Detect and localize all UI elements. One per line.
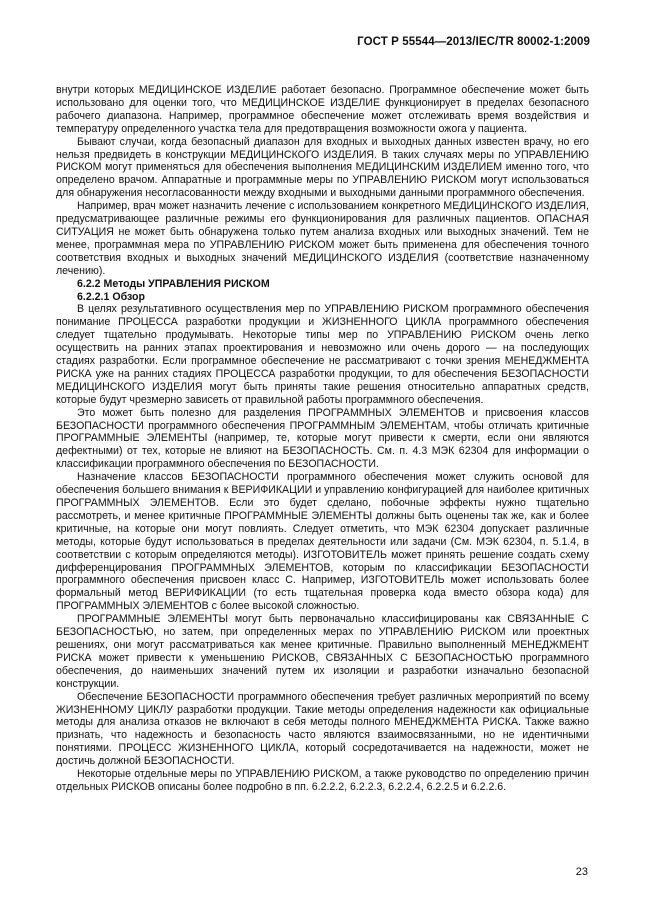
subsection-heading: 6.2.2.1 Обзор: [77, 290, 145, 303]
paragraph: внутри которых МЕДИЦИНСКОЕ ИЗДЕЛИЕ работает безопасно. Программное обеспечение может быть использовано для оценки того, что МЕДИЦИНСКОЕ ИЗДЕЛИЕ функционирует в пределах безопасного рабочего диапазона. Например, программное обеспечение может отслеживать время воздействия и температуру определенного участка тела для предотвращения возможности ожога у пациента.: [56, 84, 589, 135]
paragraph: Назначение классов БЕЗОПАСНОСТИ программного обеспечения может служить основой для обеспечения большего внимания к ВЕРИФИКАЦИИ и управлению конфигурацией для наиболее критичных ПРОГРАММНЫХ ЭЛЕМЕНТОВ. Если это будет сделано, побочные эффекты нужно тщательно рассмотреть, и менее критичные ПРОГРАММНЫЕ ЭЛЕМЕНТЫ должны быть оценены так же, как и более критичные, на которые они могут повлиять. Следует отметить, что МЭК 62304 допускает различные методы, которые будут использоваться в пределах деятельности или задачи (См. МЭК 62304, п. 5.1.4, в соответствии с которым определяются методы). ИЗГОТОВИТЕЛЬ может принять решение создать схему дифференцирования ПРОГРАММНЫХ ЭЛЕМЕНТОВ, которым по классификации БЕЗОПАСНОСТИ программного обеспечения присвоен класс С. Например, ИЗГОТОВИТЕЛЬ может использовать более формальный метод ВЕРИФИКАЦИИ (то есть тщательная проверка кода вместо обзора кода) для ПРОГРАММНЫХ ЭЛЕМЕНТОВ с более высокой сложностью.: [56, 471, 589, 613]
paragraph: Это может быть полезно для разделения ПРОГРАММНЫХ ЭЛЕМЕНТОВ и присвоения классов БЕЗОПАСНОСТИ программного обеспечения ПРОГРАММНЫМ ЭЛЕМЕНТАМ, чтобы отличать критичные ПРОГРАММНЫЕ ЭЛЕМЕНТЫ (например, те, которые могут привести к смерти, если они являются дефектными) от тех, которые не влияют на БЕЗОПАСНОСТЬ. См. п. 4.3 МЭК 62304 для информации о классификации программного обеспечения по БЕЗОПАСНОСТИ.: [56, 406, 589, 471]
paragraph: В целях результативного осуществления мер по УПРАВЛЕНИЮ РИСКОМ программного обеспечения понимание ПРОЦЕССА разработки продукции и ЖИЗНЕННОГО ЦИКЛА программного обеспечения следует тщательно продумывать. Некоторые типы мер по УПРАВЛЕНИЮ РИСКОМ очень легко осуществить на ранних этапах проектирования и невозможно или очень дорого — на последующих стадиях разработки. Если программное обеспечение не рассматривают с точки зрения МЕНЕДЖМЕНТА РИСКА уже на ранних стадиях ПРОЦЕССА разработки продукции, то для обеспечения БЕЗОПАСНОСТИ МЕДИЦИНСКОГО ИЗДЕЛИЯ могут быть приняты такие решения относительно аппаратных средств, которые будут чрезмерно зависеть от правильной работы программного обеспечения.: [56, 303, 589, 406]
document-body: [56, 84, 589, 794]
document-header: ГОСТ Р 55544—2013/IEC/TR 80002-1:2009: [357, 36, 590, 48]
paragraph: ПРОГРАММНЫЕ ЭЛЕМЕНТЫ могут быть первоначально классифицированы как СВЯЗАННЫЕ С БЕЗОПАСНОСТЬЮ, но затем, при определенных мерах по УПРАВЛЕНИЮ РИСКОМ или проектных решениях, они могут рассматриваться как менее критичные. Правильно выполненный МЕНЕДЖМЕНТ РИСКА может привести к уменьшению РИСКОВ, СВЯЗАННЫХ С БЕЗОПАСНОСТЬЮ программного обеспечения, до наименьших значений путем их изоляции и разработки изначально безопасной конструкции.: [56, 613, 589, 690]
paragraph: Обеспечение БЕЗОПАСНОСТИ программного обеспечения требует различных мероприятий по всему ЖИЗНЕННОМУ ЦИКЛУ разработки продукции. Такие методы определения надежности как официальные методы для анализа отказов не включают в себя методы полного МЕНЕДЖМЕНТА РИСКА. Также важно признать, что надежность и безопасность часто являются взаимосвязанными, но не идентичными понятиями. ПРОЦЕСС ЖИЗНЕННОГО ЦИКЛА, который сосредотачивается на надежности, может не достичь должной БЕЗОПАСНОСТИ.: [56, 690, 589, 768]
section-heading: 6.2.2 Методы УПРАВЛЕНИЯ РИСКОМ: [77, 277, 270, 290]
paragraph: Например, врач может назначить лечение с использованием конкретного МЕДИЦИНСКОГО ИЗДЕЛИЯ, предусматривающее различные режимы его функционирования для различных пациентов. ОПАСНАЯ СИТУАЦИЯ не может быть обнаружена только путем анализа входных или выходных значений. Тем не менее, программная мера по УПРАВЛЕНИЮ РИСКОМ может быть применена для обеспечения точного соответствия входных и выходных значений МЕДИЦИНСКОГО ИЗДЕЛИЯ (соответствие назначенному лечению).: [56, 200, 589, 277]
paragraph: Бывают случаи, когда безопасный диапазон для входных и выходных данных известен врачу, но его нельзя предвидеть в конструкции МЕДИЦИНСКОГО ИЗДЕЛИЯ. В таких случаях меры по УПРАВЛЕНИЮ РИСКОМ могут применяться для обеспечения выполнения МЕДИЦИНСКИМ ИЗДЕЛИЕМ именно того, что определено врачом. Аппаратные и программные меры по УПРАВЛЕНИЮ РИСКОМ могут использоваться для обнаружения несогласованности между входными и выходными данными программного обеспечения.: [56, 135, 589, 200]
page-number: 23: [575, 866, 588, 878]
paragraph: Некоторые отдельные меры по УПРАВЛЕНИЮ РИСКОМ, а также руководство по определению причин отдельных РИСКОВ описаны более подробно в пп. 6.2.2.2, 6.2.2.3, 6.2.2.4, 6.2.2.5 и 6.2.2.6.: [56, 768, 589, 793]
